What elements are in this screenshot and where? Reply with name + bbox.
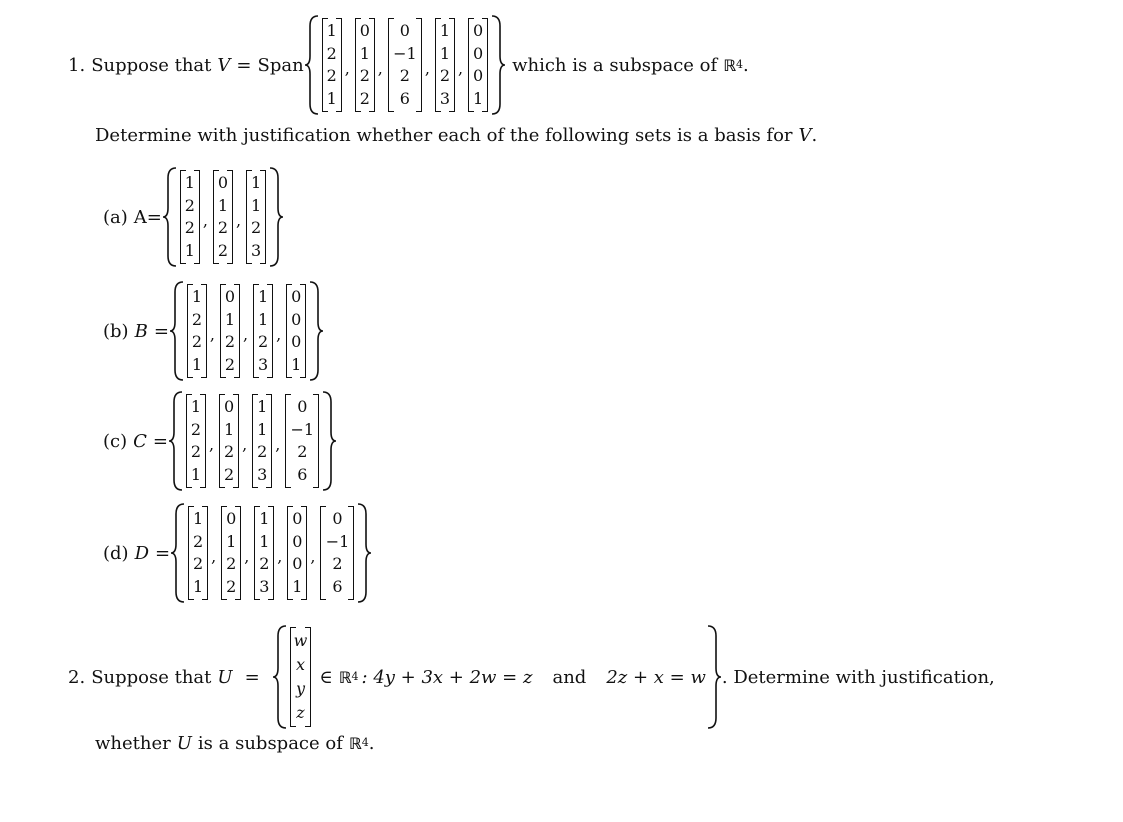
span-vector: 0 1 2 2 bbox=[355, 18, 375, 112]
set-vector: 1 2 2 1 bbox=[180, 170, 200, 264]
right-brace bbox=[706, 624, 722, 730]
set-vector: 1 1 2 3 bbox=[252, 394, 272, 488]
left-brace bbox=[304, 14, 320, 116]
set-vector: 0 1 2 2 bbox=[213, 170, 233, 264]
set-vector: 0 0 0 1 bbox=[286, 284, 306, 378]
set-vector: 0 −1 2 6 bbox=[320, 506, 354, 600]
set-vector: 1 1 2 3 bbox=[254, 506, 274, 600]
left-brace bbox=[170, 502, 186, 604]
left-brace bbox=[272, 624, 288, 730]
set-vector: 0 −1 2 6 bbox=[285, 394, 319, 488]
right-brace bbox=[321, 390, 337, 492]
part-label: (a) bbox=[103, 206, 128, 228]
q2-var-u: U bbox=[217, 666, 233, 688]
right-brace bbox=[490, 14, 506, 116]
span-vector: 0 −1 2 6 bbox=[388, 18, 422, 112]
q2-after: . Determine with justification, bbox=[721, 666, 995, 688]
left-brace bbox=[168, 390, 184, 492]
part-label: (b) bbox=[103, 320, 129, 342]
q2-condition-1: : 4y + 3x + 2w = z bbox=[361, 666, 533, 688]
q1-var-v: V bbox=[217, 54, 231, 76]
q1-statement-row: 1. Suppose that V = Span 1 2 2 1 , 0 1 2 2 , 0 −1 2 6 , 1 1 2 3 , 0 0 0 1 which is a subspace of ℝ 4 . bbox=[68, 14, 749, 116]
q1-number: 1. bbox=[68, 54, 86, 76]
q2-vector: w x y z bbox=[290, 627, 312, 727]
left-brace bbox=[169, 280, 185, 382]
q2-statement-row: 2. Suppose that U = w x y z ∈ ℝ 4 : 4y + 3x + 2w = z and 2z + x = w . Determine with justification, bbox=[68, 624, 995, 730]
q2-line-2: whether U is a subspace of ℝ 4 . bbox=[95, 732, 375, 754]
right-brace bbox=[308, 280, 324, 382]
reals-symbol: ℝ bbox=[338, 667, 352, 687]
part-label: (d) bbox=[103, 542, 129, 564]
set-vector: 0 1 2 2 bbox=[220, 284, 240, 378]
q1-equals: = bbox=[236, 54, 252, 76]
part-c: (c) C = 1 2 2 1 , 0 1 2 2 , 1 1 2 3 , 0 −1 2 6 bbox=[103, 390, 337, 492]
part-b: (b) B = 1 2 2 1 , 0 1 2 2 , 1 1 2 3 , 0 0 0 1 bbox=[103, 280, 324, 382]
set-vector: 1 1 2 3 bbox=[246, 170, 266, 264]
right-brace bbox=[356, 502, 372, 604]
q2-intro: Suppose that bbox=[91, 666, 212, 688]
set-name: A bbox=[133, 206, 147, 228]
part-a: (a) A = 1 2 2 1 , 0 1 2 2 , 1 1 2 3 bbox=[103, 166, 284, 268]
span-vector: 0 0 0 1 bbox=[468, 18, 488, 112]
q2-and: and bbox=[552, 666, 587, 688]
set-vector: 1 2 2 1 bbox=[186, 394, 206, 488]
right-brace bbox=[268, 166, 284, 268]
reals-symbol: ℝ bbox=[723, 55, 737, 75]
set-name: D bbox=[134, 542, 150, 564]
span-vector: 1 2 2 1 bbox=[322, 18, 342, 112]
set-name: C bbox=[133, 430, 147, 452]
left-brace bbox=[162, 166, 178, 268]
set-vector: 0 1 2 2 bbox=[219, 394, 239, 488]
q2-condition-2: 2z + x = w bbox=[606, 666, 706, 688]
q2-number: 2. bbox=[68, 666, 86, 688]
q1-instruction: Determine with justification whether each of the following sets is a basis for V . bbox=[95, 124, 818, 146]
q1-span-word: Span bbox=[257, 54, 304, 76]
set-vector: 1 2 2 1 bbox=[188, 506, 208, 600]
set-vector: 1 1 2 3 bbox=[253, 284, 273, 378]
set-name: B bbox=[134, 320, 148, 342]
part-d: (d) D = 1 2 2 1 , 0 1 2 2 , 1 1 2 3 , 0 0 0 1 , 0 −1 2 6 bbox=[103, 502, 372, 604]
set-vector: 0 1 2 2 bbox=[221, 506, 241, 600]
set-vector: 1 2 2 1 bbox=[187, 284, 207, 378]
set-vector: 0 0 0 1 bbox=[287, 506, 307, 600]
q1-tail-text: which is a subspace of bbox=[512, 54, 718, 76]
part-label: (c) bbox=[103, 430, 128, 452]
span-vector: 1 1 2 3 bbox=[435, 18, 455, 112]
q1-intro: Suppose that bbox=[91, 54, 212, 76]
